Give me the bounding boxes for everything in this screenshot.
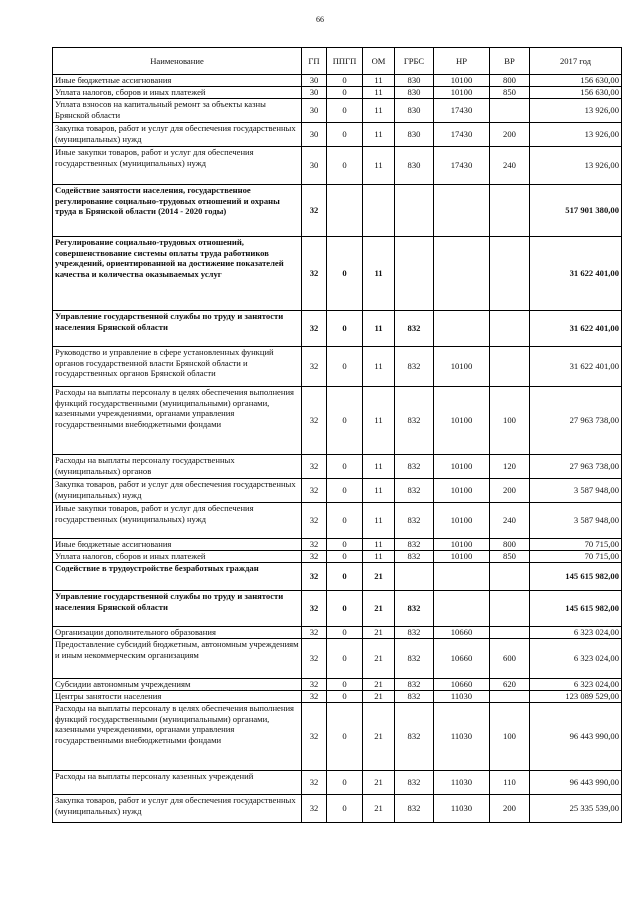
row-np: 10100	[434, 75, 490, 87]
row-name: Расходы на выплаты персоналу в целях обеспечения выполнения функций государственными (муниципальными) органами, казенными учреждениями, органами управления государственными внебюджетными фондами	[53, 703, 302, 771]
row-amount: 6 323 024,00	[530, 639, 622, 679]
row-gp: 30	[302, 87, 327, 99]
row-gp: 32	[302, 795, 327, 823]
row-vr	[490, 591, 530, 627]
row-grbs: 832	[395, 639, 434, 679]
row-gp: 32	[302, 639, 327, 679]
row-vr	[490, 627, 530, 639]
table-row	[53, 503, 622, 539]
row-gp: 32	[302, 387, 327, 455]
header-name: Наименование	[53, 48, 302, 75]
table-row	[53, 691, 622, 703]
row-vr: 620	[490, 679, 530, 691]
row-gp: 30	[302, 147, 327, 185]
row-name: Закупка товаров, работ и услуг для обеспечения государственных (муниципальных) нужд	[53, 123, 302, 147]
row-grbs: 832	[395, 503, 434, 539]
row-gp: 32	[302, 691, 327, 703]
row-ppgp: 0	[327, 771, 363, 795]
row-om: 21	[363, 627, 395, 639]
row-vr	[490, 691, 530, 703]
row-grbs: 830	[395, 99, 434, 123]
header-year: 2017 год	[530, 48, 622, 75]
row-gp: 32	[302, 479, 327, 503]
row-ppgp: 0	[327, 311, 363, 347]
row-grbs: 832	[395, 455, 434, 479]
header-ppgp: ППГП	[327, 48, 363, 75]
row-vr: 100	[490, 703, 530, 771]
row-np: 10100	[434, 551, 490, 563]
row-amount: 3 587 948,00	[530, 479, 622, 503]
row-amount: 13 926,00	[530, 99, 622, 123]
row-vr: 200	[490, 795, 530, 823]
table-row	[53, 99, 622, 123]
row-amount: 6 323 024,00	[530, 627, 622, 639]
row-gp: 32	[302, 563, 327, 591]
row-vr: 600	[490, 639, 530, 679]
row-om: 21	[363, 703, 395, 771]
row-name: Управление государственной службы по труду и занятости населения Брянской области	[53, 591, 302, 627]
table-row	[53, 237, 622, 311]
row-np	[434, 185, 490, 237]
row-om: 11	[363, 99, 395, 123]
row-ppgp: 0	[327, 639, 363, 679]
table-row	[53, 703, 622, 771]
row-name: Закупка товаров, работ и услуг для обеспечения государственных (муниципальных) нужд	[53, 795, 302, 823]
page-number: 66	[316, 15, 324, 24]
row-name: Уплата налогов, сборов и иных платежей	[53, 87, 302, 99]
table-row	[53, 551, 622, 563]
table-row	[53, 87, 622, 99]
row-name: Иные закупки товаров, работ и услуг для обеспечения государственных (муниципальных) нужд	[53, 147, 302, 185]
row-np: 10660	[434, 679, 490, 691]
table-row	[53, 539, 622, 551]
row-om: 21	[363, 639, 395, 679]
table-row	[53, 591, 622, 627]
row-ppgp: 0	[327, 503, 363, 539]
table-row	[53, 795, 622, 823]
row-name: Субсидии автономным учреждениям	[53, 679, 302, 691]
row-om: 21	[363, 591, 395, 627]
row-gp: 32	[302, 627, 327, 639]
row-amount: 27 963 738,00	[530, 387, 622, 455]
row-name: Иные бюджетные ассигнования	[53, 75, 302, 87]
row-om: 21	[363, 771, 395, 795]
table-row	[53, 771, 622, 795]
row-gp: 32	[302, 237, 327, 311]
row-amount: 96 443 990,00	[530, 703, 622, 771]
row-amount: 517 901 380,00	[530, 185, 622, 237]
row-name: Закупка товаров, работ и услуг для обеспечения государственных (муниципальных) нужд	[53, 479, 302, 503]
row-om: 11	[363, 503, 395, 539]
table-row	[53, 387, 622, 455]
row-gp: 32	[302, 591, 327, 627]
row-grbs: 832	[395, 387, 434, 455]
row-ppgp: 0	[327, 123, 363, 147]
row-vr: 120	[490, 455, 530, 479]
row-om: 11	[363, 87, 395, 99]
row-np	[434, 311, 490, 347]
row-gp: 32	[302, 551, 327, 563]
row-amount: 25 335 539,00	[530, 795, 622, 823]
row-vr: 850	[490, 87, 530, 99]
header-grbs: ГРБС	[395, 48, 434, 75]
row-np	[434, 591, 490, 627]
row-np: 10100	[434, 503, 490, 539]
row-gp: 32	[302, 185, 327, 237]
row-om: 21	[363, 679, 395, 691]
row-vr	[490, 563, 530, 591]
row-grbs: 832	[395, 771, 434, 795]
row-grbs	[395, 563, 434, 591]
row-np: 11030	[434, 703, 490, 771]
row-ppgp: 0	[327, 147, 363, 185]
table-row	[53, 123, 622, 147]
row-np: 10100	[434, 455, 490, 479]
row-np: 17430	[434, 99, 490, 123]
row-vr: 110	[490, 771, 530, 795]
row-np: 10100	[434, 387, 490, 455]
table-row	[53, 185, 622, 237]
row-np: 17430	[434, 123, 490, 147]
row-ppgp: 0	[327, 627, 363, 639]
row-np: 10100	[434, 87, 490, 99]
row-name: Управление государственной службы по труду и занятости населения Брянской области	[53, 311, 302, 347]
row-np: 11030	[434, 691, 490, 703]
row-vr: 240	[490, 147, 530, 185]
row-np: 10100	[434, 539, 490, 551]
table-header-row	[53, 48, 622, 75]
row-grbs: 832	[395, 703, 434, 771]
row-gp: 30	[302, 123, 327, 147]
row-amount: 13 926,00	[530, 123, 622, 147]
row-gp: 32	[302, 679, 327, 691]
row-grbs: 832	[395, 479, 434, 503]
row-ppgp: 0	[327, 679, 363, 691]
row-vr: 240	[490, 503, 530, 539]
row-grbs: 832	[395, 591, 434, 627]
row-om: 21	[363, 691, 395, 703]
row-vr	[490, 311, 530, 347]
row-amount: 31 622 401,00	[530, 347, 622, 387]
table-row	[53, 627, 622, 639]
table-row	[53, 311, 622, 347]
row-np: 11030	[434, 795, 490, 823]
row-amount: 96 443 990,00	[530, 771, 622, 795]
row-vr	[490, 237, 530, 311]
row-ppgp: 0	[327, 75, 363, 87]
row-vr: 200	[490, 123, 530, 147]
header-np: НР	[434, 48, 490, 75]
row-om: 11	[363, 75, 395, 87]
row-grbs: 830	[395, 75, 434, 87]
row-name: Расходы на выплаты персоналу казенных учреждений	[53, 771, 302, 795]
row-gp: 32	[302, 503, 327, 539]
row-ppgp: 0	[327, 479, 363, 503]
table-row	[53, 479, 622, 503]
row-om: 11	[363, 455, 395, 479]
row-vr: 800	[490, 539, 530, 551]
row-ppgp: 0	[327, 387, 363, 455]
row-gp: 30	[302, 99, 327, 123]
row-name: Расходы на выплаты персоналу государственных (муниципальных) органов	[53, 455, 302, 479]
row-amount: 31 622 401,00	[530, 311, 622, 347]
row-grbs: 830	[395, 87, 434, 99]
row-grbs: 832	[395, 795, 434, 823]
row-name: Содействие занятости населения, государственное регулирование социально-трудовых отношений и охраны труда в Брянской области (2014 - 2020 годы)	[53, 185, 302, 237]
row-name: Уплата взносов на капитальный ремонт за объекты казны Брянской области	[53, 99, 302, 123]
row-name: Предоставление субсидий бюджетным, автономным учреждениям и иным некоммерческим организациям	[53, 639, 302, 679]
row-grbs: 832	[395, 627, 434, 639]
row-amount: 145 615 982,00	[530, 563, 622, 591]
header-vr: ВР	[490, 48, 530, 75]
row-vr	[490, 99, 530, 123]
row-name: Иные закупки товаров, работ и услуг для обеспечения государственных (муниципальных) нужд	[53, 503, 302, 539]
row-grbs: 832	[395, 679, 434, 691]
row-ppgp: 0	[327, 591, 363, 627]
row-vr: 850	[490, 551, 530, 563]
row-ppgp: 0	[327, 87, 363, 99]
table-row	[53, 75, 622, 87]
row-grbs: 830	[395, 123, 434, 147]
row-np	[434, 563, 490, 591]
row-ppgp	[327, 185, 363, 237]
table-row	[53, 455, 622, 479]
row-name: Регулирование социально-трудовых отношений, совершенствование системы оплаты труда работников учреждений, ориентированной на достижение показателей качества и количества оказываемых услуг	[53, 237, 302, 311]
row-om	[363, 185, 395, 237]
row-ppgp: 0	[327, 539, 363, 551]
row-amount: 6 323 024,00	[530, 679, 622, 691]
row-gp: 32	[302, 539, 327, 551]
row-grbs	[395, 237, 434, 311]
row-grbs	[395, 185, 434, 237]
row-amount: 13 926,00	[530, 147, 622, 185]
table-row	[53, 679, 622, 691]
row-om: 11	[363, 123, 395, 147]
row-om: 11	[363, 387, 395, 455]
row-ppgp: 0	[327, 99, 363, 123]
row-gp: 32	[302, 771, 327, 795]
row-ppgp: 0	[327, 347, 363, 387]
row-name: Иные бюджетные ассигнования	[53, 539, 302, 551]
row-np: 10660	[434, 627, 490, 639]
row-np: 10660	[434, 639, 490, 679]
row-name: Уплата налогов, сборов и иных платежей	[53, 551, 302, 563]
header-gp: ГП	[302, 48, 327, 75]
row-np: 17430	[434, 147, 490, 185]
row-ppgp: 0	[327, 795, 363, 823]
row-name: Расходы на выплаты персоналу в целях обеспечения выполнения функций государственными (муниципальными) органами, казенными учреждениями, органами управления государственными внебюджетными фондами	[53, 387, 302, 455]
table-row	[53, 347, 622, 387]
row-om: 21	[363, 795, 395, 823]
row-amount: 145 615 982,00	[530, 591, 622, 627]
row-grbs: 830	[395, 147, 434, 185]
header-om: ОМ	[363, 48, 395, 75]
row-vr	[490, 185, 530, 237]
row-name: Центры занятости населения	[53, 691, 302, 703]
row-om: 11	[363, 237, 395, 311]
row-np: 11030	[434, 771, 490, 795]
row-grbs: 832	[395, 691, 434, 703]
row-vr	[490, 347, 530, 387]
row-np: 10100	[434, 347, 490, 387]
row-amount: 123 089 529,00	[530, 691, 622, 703]
row-ppgp: 0	[327, 563, 363, 591]
row-gp: 32	[302, 703, 327, 771]
row-ppgp: 0	[327, 455, 363, 479]
row-grbs: 832	[395, 551, 434, 563]
row-gp: 32	[302, 311, 327, 347]
row-grbs: 832	[395, 311, 434, 347]
row-grbs: 832	[395, 347, 434, 387]
row-name: Руководство и управление в сфере установленных функций органов государственной власти Брянской области и государственных органов Брянской области	[53, 347, 302, 387]
table-row	[53, 563, 622, 591]
row-vr: 100	[490, 387, 530, 455]
row-gp: 32	[302, 347, 327, 387]
budget-table	[52, 47, 622, 823]
table-row	[53, 147, 622, 185]
row-name: Организации дополнительного образования	[53, 627, 302, 639]
row-grbs: 832	[395, 539, 434, 551]
row-amount: 156 630,00	[530, 75, 622, 87]
row-amount: 70 715,00	[530, 551, 622, 563]
table-row	[53, 639, 622, 679]
row-ppgp: 0	[327, 237, 363, 311]
row-om: 11	[363, 347, 395, 387]
row-gp: 30	[302, 75, 327, 87]
row-ppgp: 0	[327, 703, 363, 771]
row-om: 11	[363, 311, 395, 347]
row-amount: 27 963 738,00	[530, 455, 622, 479]
row-name: Содействие в трудоустройстве безработных граждан	[53, 563, 302, 591]
row-amount: 3 587 948,00	[530, 503, 622, 539]
row-amount: 31 622 401,00	[530, 237, 622, 311]
row-gp: 32	[302, 455, 327, 479]
row-amount: 70 715,00	[530, 539, 622, 551]
row-np	[434, 237, 490, 311]
row-amount: 156 630,00	[530, 87, 622, 99]
row-vr: 200	[490, 479, 530, 503]
row-om: 11	[363, 147, 395, 185]
row-vr: 800	[490, 75, 530, 87]
row-om: 11	[363, 539, 395, 551]
row-om: 21	[363, 563, 395, 591]
row-np: 10100	[434, 479, 490, 503]
row-ppgp: 0	[327, 691, 363, 703]
row-om: 11	[363, 479, 395, 503]
row-ppgp: 0	[327, 551, 363, 563]
row-om: 11	[363, 551, 395, 563]
